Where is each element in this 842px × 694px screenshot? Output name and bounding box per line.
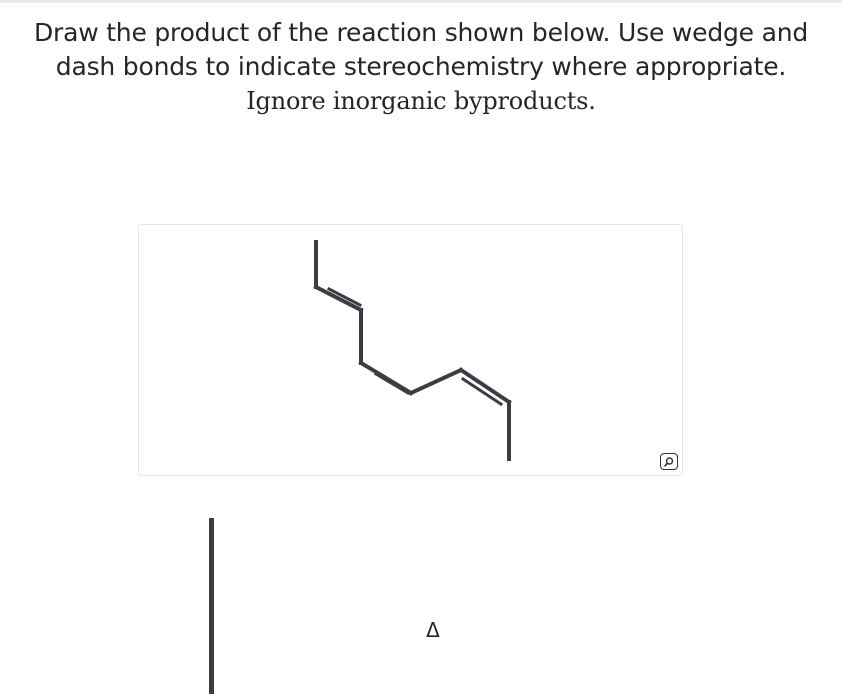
bond-single-2 xyxy=(411,370,461,393)
reaction-scheme xyxy=(0,478,842,694)
question-line-2: dash bonds to indicate stereochemistry where appropriate. xyxy=(55,52,787,81)
zoom-magnifier-icon xyxy=(663,456,675,468)
question-prompt xyxy=(0,16,842,118)
bond-double-3-main xyxy=(461,370,509,402)
reactant-structure-panel xyxy=(138,224,683,476)
reaction-condition-heat: Δ xyxy=(426,618,440,642)
zoom-button[interactable] xyxy=(660,453,678,470)
top-divider xyxy=(0,0,842,3)
reaction-bracket-bar xyxy=(209,518,214,694)
bond-double-2-inner xyxy=(376,374,408,393)
reactant-triene-structure xyxy=(139,225,684,477)
bond-double-2-main xyxy=(361,363,411,393)
question-line-3: Ignore inorganic byproducts. xyxy=(246,87,596,115)
bond-double-1-main xyxy=(316,287,361,310)
question-line-1: Draw the product of the reaction shown below. Use wedge and xyxy=(33,18,809,47)
